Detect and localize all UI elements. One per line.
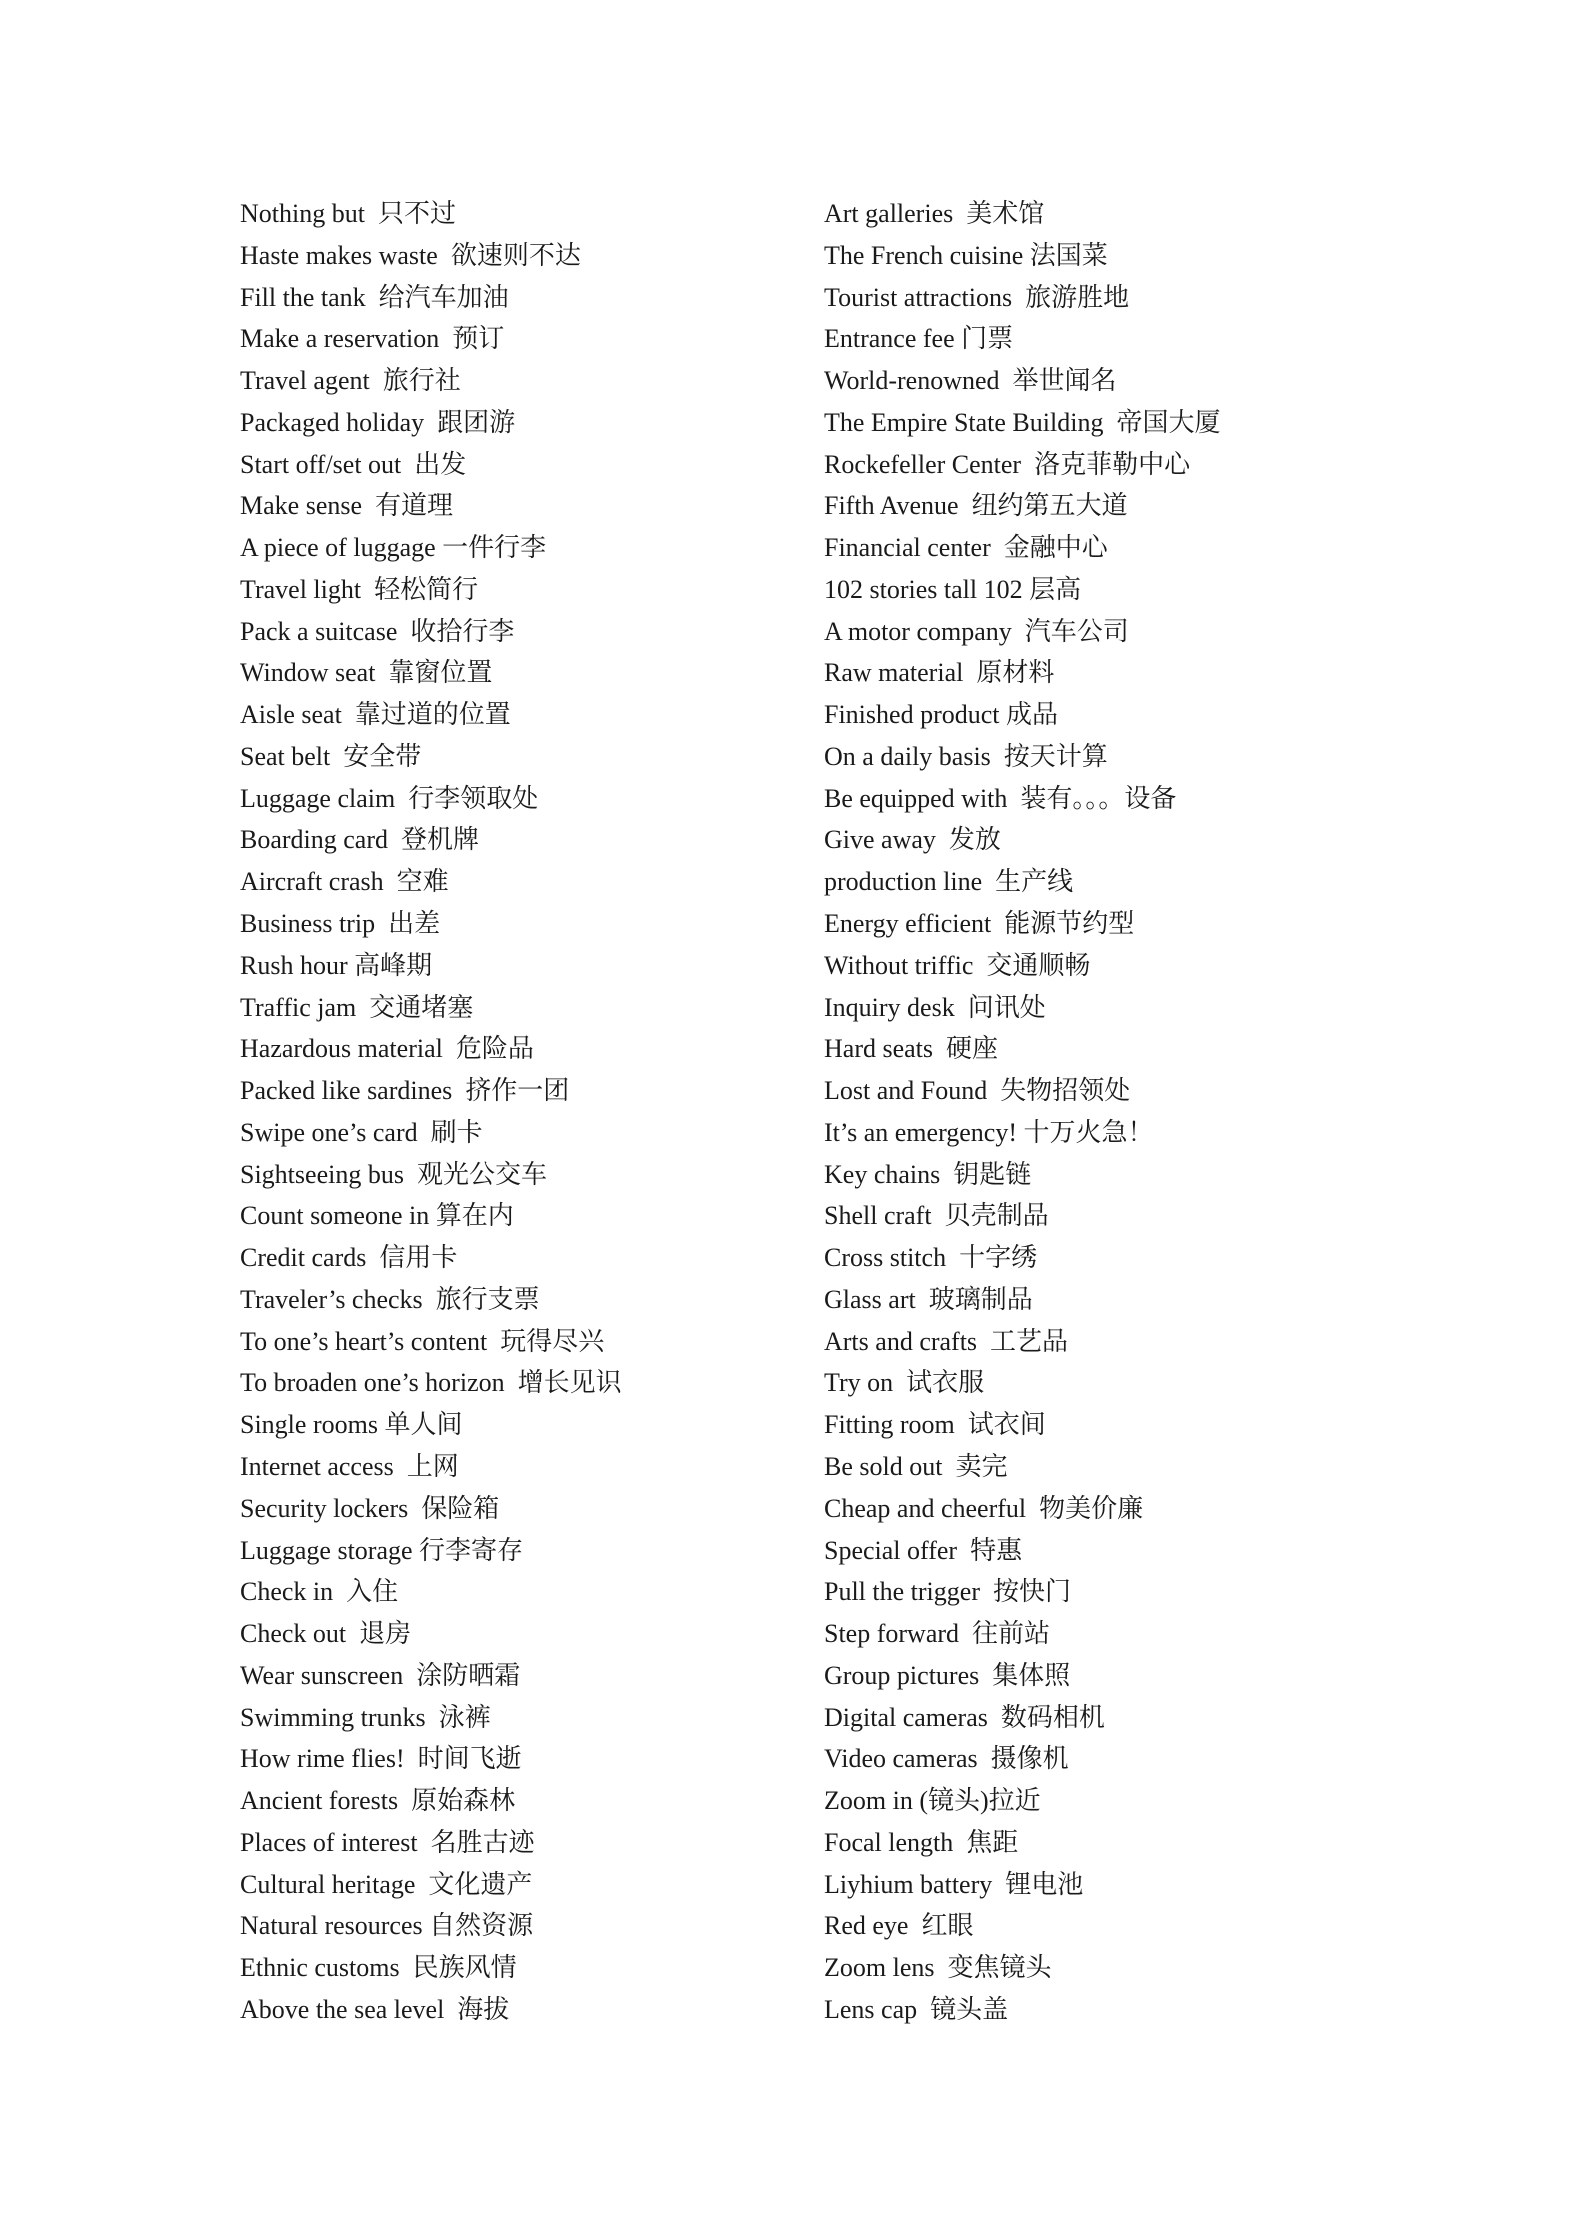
vocab-entry: Glass art 玻璃制品 (824, 1284, 1033, 1314)
vocab-entry: Make a reservation 预订 (240, 324, 505, 354)
vocab-entry: Key chains 钥匙链 (824, 1159, 1032, 1189)
vocab-entry: Try on 试衣服 (824, 1368, 985, 1398)
vocab-entry: Lens cap 镜头盖 (824, 1994, 1009, 2024)
vocab-entry: Art galleries 美术馆 (824, 199, 1045, 228)
vocab-entry: Ancient forests 原始森林 (240, 1786, 516, 1816)
vocab-entry: Nothing but 只不过 (240, 199, 456, 228)
vocab-entry: Entrance fee 门票 (824, 324, 1014, 354)
vocab-entry: Packed like sardines 挤作一团 (240, 1076, 570, 1106)
vocab-entry: Rockefeller Center 洛克菲勒中心 (824, 449, 1191, 479)
vocab-entry: To broaden one’s horizon 增长见识 (240, 1368, 622, 1398)
vocab-entry: Places of interest 名胜古迹 (240, 1827, 535, 1857)
left-vocab-column (240, 193, 800, 2031)
vocab-entry: Group pictures 集体照 (824, 1660, 1071, 1690)
vocab-entry: production line 生产线 (824, 867, 1074, 897)
vocab-entry: Travel light 轻松简行 (240, 574, 479, 604)
vocab-entry: The Empire State Building 帝国大厦 (824, 407, 1221, 437)
vocab-entry: Video cameras 摄像机 (824, 1744, 1069, 1774)
vocab-entry: Energy efficient 能源节约型 (824, 909, 1135, 939)
vocab-entry: Make sense 有道理 (240, 491, 454, 521)
vocab-entry: Liyhium battery 锂电池 (824, 1869, 1084, 1899)
vocab-entry: It’s an emergency! 十万火急！ (824, 1117, 1154, 1147)
vocab-entry: Cheap and cheerful 物美价廉 (824, 1493, 1144, 1523)
vocab-entry: Special offer 特惠 (824, 1535, 1023, 1565)
vocab-entry: Check out 退房 (240, 1619, 412, 1649)
vocab-entry: Rush hour 高峰期 (240, 950, 433, 980)
vocab-entry: Step forward 往前站 (824, 1619, 1051, 1649)
vocab-entry: Inquiry desk 问讯处 (824, 992, 1046, 1022)
vocab-entry: Raw material 原材料 (824, 658, 1055, 688)
vocab-entry: Zoom lens 变焦镜头 (824, 1953, 1052, 1983)
vocab-entry: Start off/set out 出发 (240, 449, 467, 479)
vocab-entry: Packaged holiday 跟团游 (240, 407, 516, 437)
vocab-entry: Swipe one’s card 刷卡 (240, 1117, 483, 1147)
vocab-entry: Red eye 红眼 (824, 1911, 974, 1941)
vocab-entry: Seat belt 安全带 (240, 741, 422, 771)
vocab-entry: The French cuisine 法国菜 (824, 240, 1108, 270)
vocab-entry: Arts and crafts 工艺品 (824, 1326, 1069, 1356)
vocab-entry: Boarding card 登机牌 (240, 825, 480, 855)
vocab-entry: Be equipped with 装有。。。设备 (824, 783, 1177, 813)
vocab-entry: Traveler’s checks 旅行支票 (240, 1284, 540, 1314)
vocab-entry: Aircraft crash 空难 (240, 867, 449, 897)
vocab-entry: On a daily basis 按天计算 (824, 741, 1108, 771)
vocab-entry: World-renowned 举世闻名 (824, 366, 1117, 396)
vocab-entry: Wear sunscreen 涂防晒霜 (240, 1660, 521, 1690)
vocab-entry: Give away 发放 (824, 825, 1001, 855)
vocab-entry: Tourist attractions 旅游胜地 (824, 282, 1130, 312)
vocab-entry: Focal length 焦距 (824, 1827, 1019, 1857)
vocab-entry: Sightseeing bus 观光公交车 (240, 1159, 547, 1189)
vocab-entry: A motor company 汽车公司 (824, 616, 1129, 646)
vocab-entry: Natural resources 自然资源 (240, 1911, 534, 1941)
vocab-entry: Fifth Avenue 纽约第五大道 (824, 491, 1128, 521)
vocab-entry: Haste makes waste 欲速则不达 (240, 240, 581, 270)
vocab-entry: Count someone in 算在内 (240, 1201, 514, 1231)
vocab-entry: Luggage claim 行李领取处 (240, 783, 539, 813)
vocab-entry: Without triffic 交通顺畅 (824, 950, 1091, 980)
right-vocab-column (824, 193, 1444, 2031)
vocab-entry: Traffic jam 交通堵塞 (240, 992, 474, 1022)
vocab-entry: Security lockers 保险箱 (240, 1493, 500, 1523)
vocab-entry: Luggage storage 行李寄存 (240, 1535, 524, 1565)
vocab-entry: Above the sea level 海拔 (240, 1994, 510, 2024)
vocab-entry: 102 stories tall 102 层高 (824, 574, 1082, 604)
vocab-entry: How rime flies! 时间飞逝 (240, 1744, 522, 1774)
vocab-entry: Zoom in (镜头)拉近 (824, 1786, 1041, 1816)
vocab-entry: Fitting room 试衣间 (824, 1410, 1046, 1440)
vocab-entry: Be sold out 卖完 (824, 1451, 1008, 1481)
vocab-entry: Travel agent 旅行社 (240, 366, 461, 396)
vocab-entry: Cross stitch 十字绣 (824, 1243, 1038, 1273)
vocab-entry: Business trip 出差 (240, 909, 441, 939)
vocab-entry: Financial center 金融中心 (824, 533, 1108, 563)
vocab-entry: Fill the tank 给汽车加油 (240, 282, 509, 312)
vocab-entry: Single rooms 单人间 (240, 1410, 463, 1440)
vocab-entry: Ethnic customs 民族风情 (240, 1953, 517, 1983)
vocab-entry: Hard seats 硬座 (824, 1034, 999, 1064)
vocab-entry: Digital cameras 数码相机 (824, 1702, 1105, 1732)
vocab-entry: Check in 入住 (240, 1577, 399, 1607)
vocab-entry: Hazardous material 危险品 (240, 1034, 534, 1064)
vocab-entry: Pack a suitcase 收拾行李 (240, 616, 515, 646)
vocab-entry: To one’s heart’s content 玩得尽兴 (240, 1326, 605, 1356)
vocab-entry: Lost and Found 失物招领处 (824, 1076, 1131, 1106)
vocab-entry: Finished product 成品 (824, 700, 1058, 730)
vocab-entry: Pull the trigger 按快门 (824, 1577, 1071, 1607)
vocab-entry: A piece of luggage 一件行李 (240, 533, 547, 563)
vocab-entry: Shell craft 贝壳制品 (824, 1201, 1049, 1231)
vocab-entry: Aisle seat 靠过道的位置 (240, 700, 511, 730)
vocab-entry: Credit cards 信用卡 (240, 1243, 458, 1273)
vocab-entry: Internet access 上网 (240, 1451, 459, 1481)
vocab-entry: Cultural heritage 文化遗产 (240, 1869, 533, 1899)
vocab-entry: Window seat 靠窗位置 (240, 658, 493, 688)
vocab-entry: Swimming trunks 泳裤 (240, 1702, 491, 1732)
